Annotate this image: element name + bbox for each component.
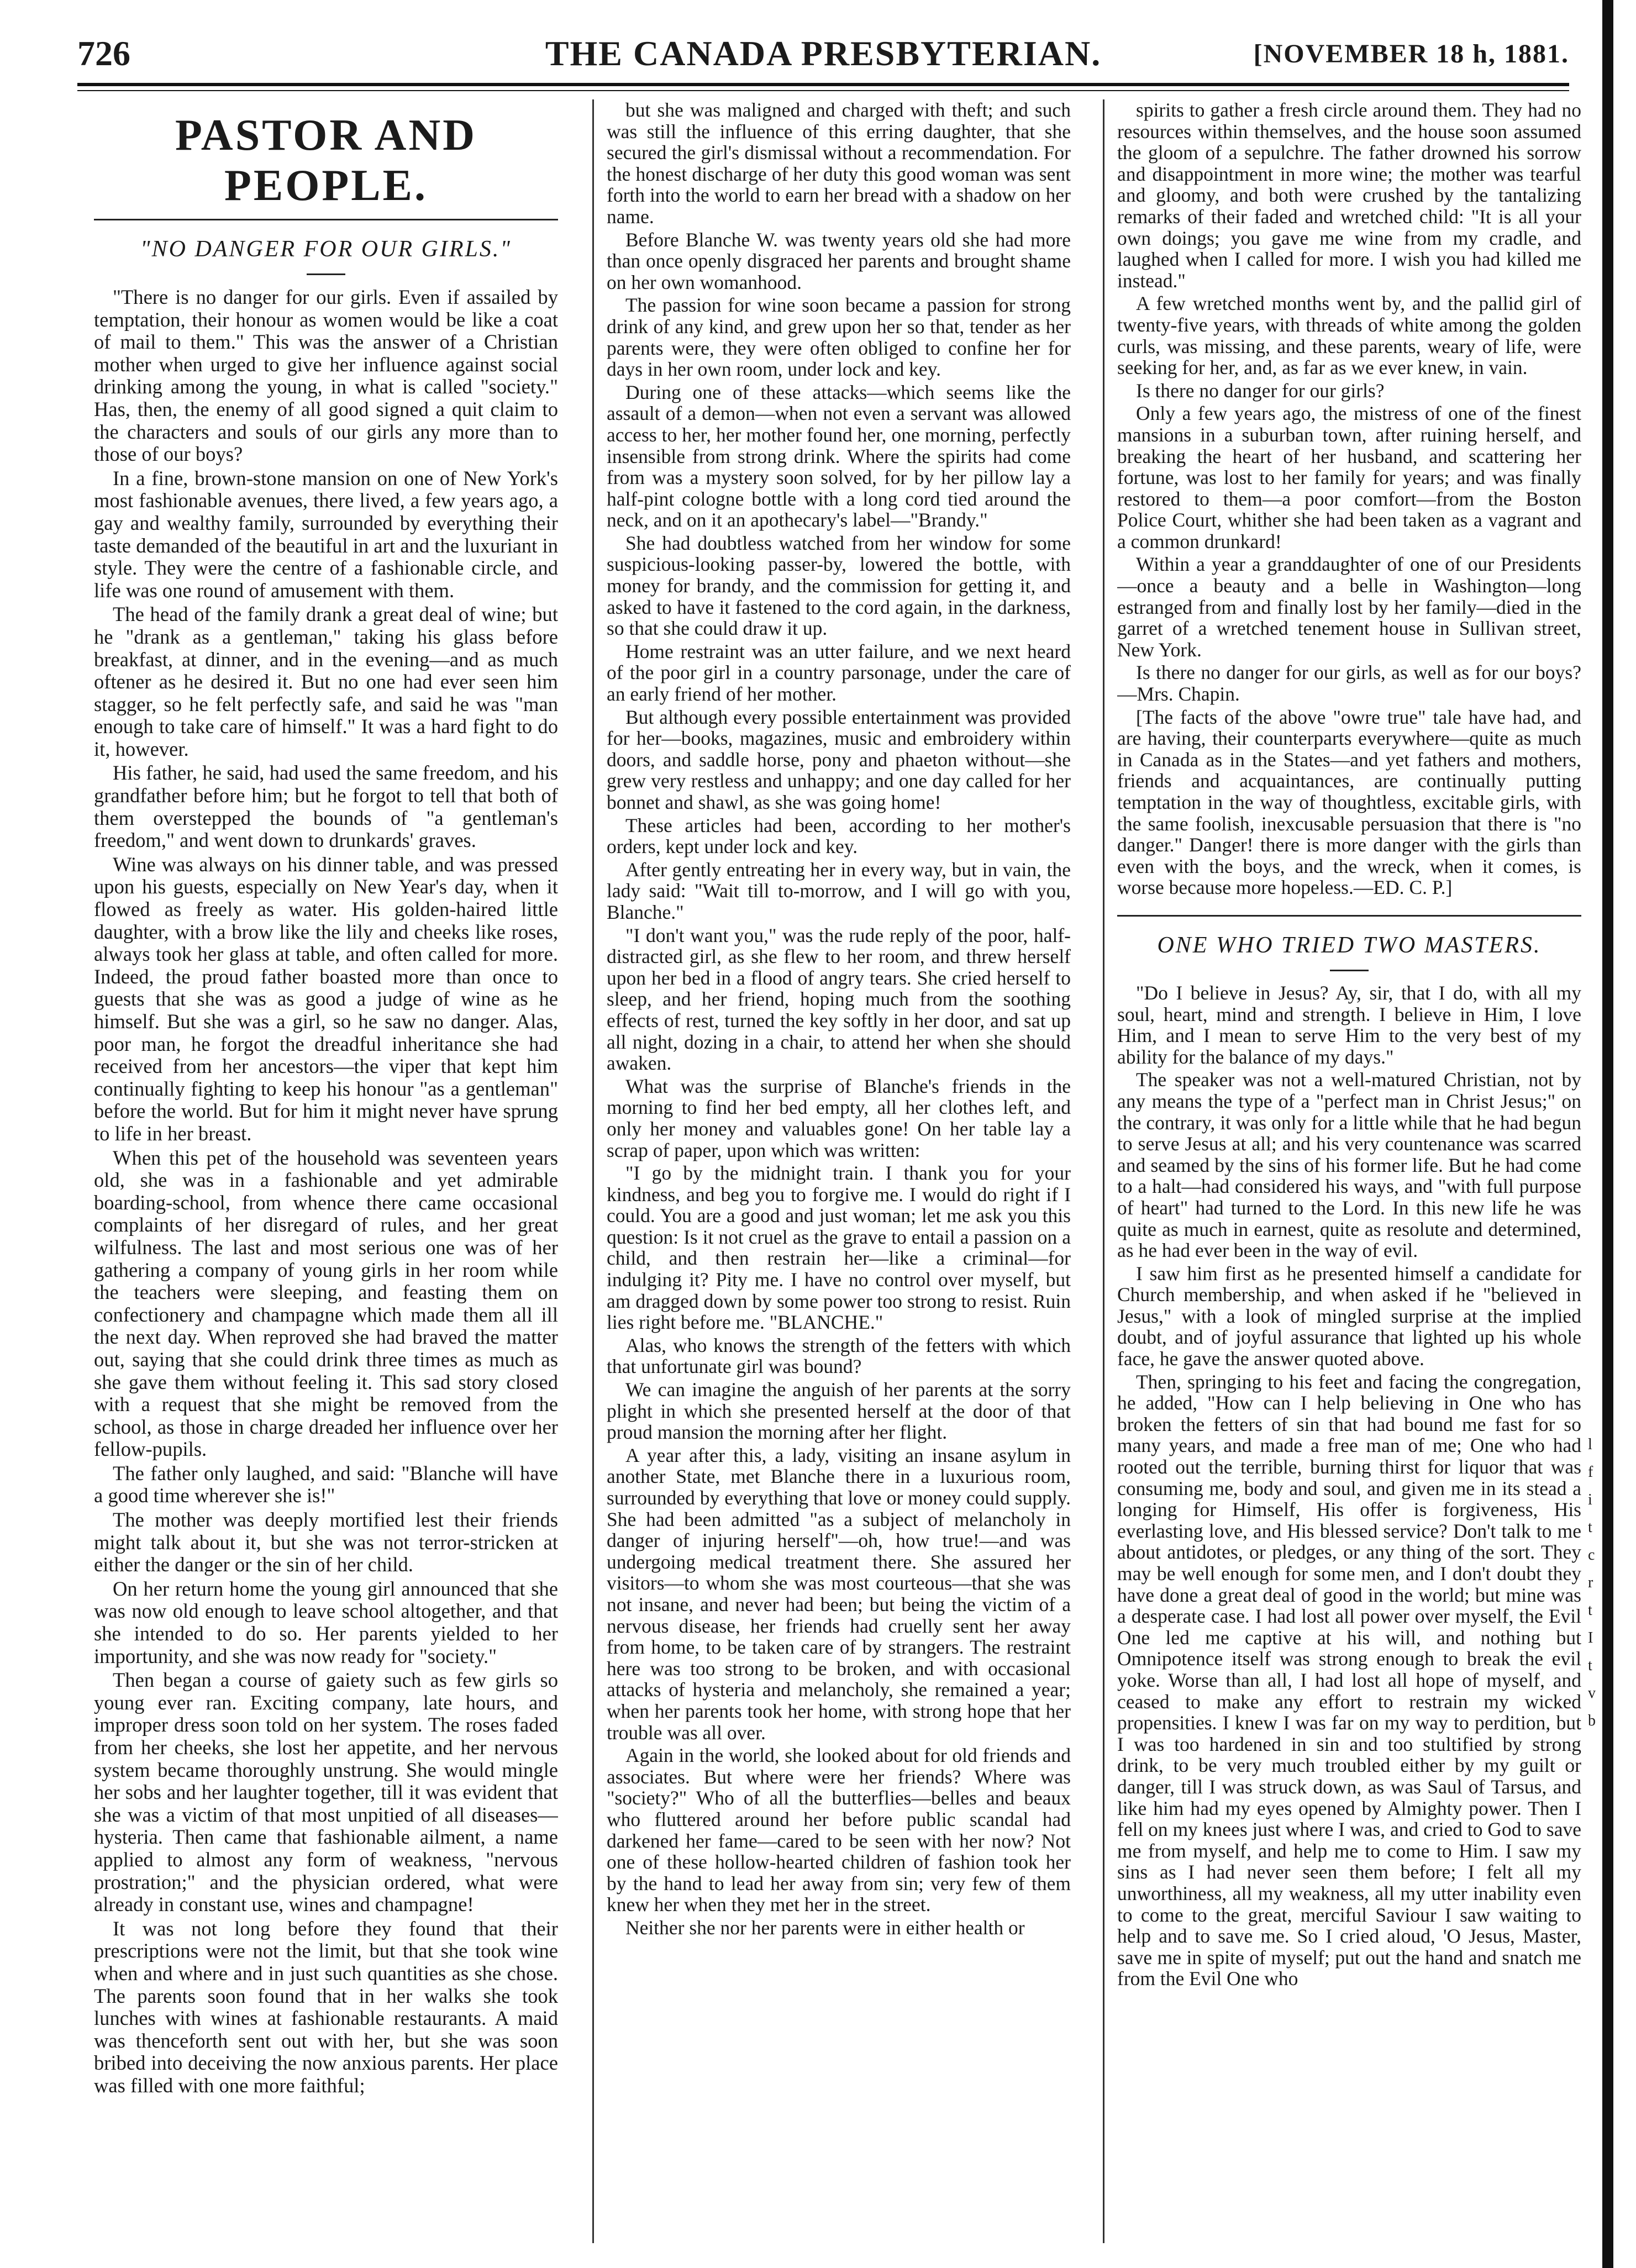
paragraph: Within a year a granddaughter of one of our Presidents—once a beauty and a belle in Washington—long estranged from and finally lost by her family—died in the garret of a wretched tenement house in Sullivan street, New York. [1117,553,1581,661]
paragraph: Before Blanche W. was twenty years old she had more than once openly disgraced her parents and brought shame on her own womanhood. [607,228,1071,293]
column-divider [592,99,594,2243]
article-title: "NO DANGER FOR OUR GIRLS." [140,236,512,262]
paragraph: But although every possible entertainment was provided for her—books, magazines, music and embroidery within doors, and saddle horse, pony and phaeton without—she grew very restless and unhappy; and one day called for her bonnet and shawl, as she was going home! [607,706,1071,813]
header-rule-thick [77,83,1569,86]
paragraph: spirits to gather a fresh circle around them. They had no resources within themselves, and the house soon assumed the gloom of a sepulchre. The father drowned his sorrow and disappointment in more wine; the mother was tearful and gloomy, and both were crushed by the tantalizing remarks of their faded and wretched child: "It is all your own doings; you gave me wine from my cradle, and laughed when I called for more. I wish you had killed me instead." [1117,99,1581,292]
paragraph: These articles had been, according to her mother's orders, kept under lock and key. [607,814,1071,858]
issue-date: [NOVEMBER 18 h, 1881. [1253,39,1569,69]
paragraph: Is there no danger for our girls? [1136,379,1385,402]
paragraph: Alas, who knows the strength of the fetters with which that unfortunate girl was bound? [607,1334,1071,1378]
paragraph: The mother was deeply mortified lest their friends might talk about it, but she was not terror-stricken at either the danger or the sin of her child. [94,1508,558,1576]
paragraph: I saw him first as he presented himself a candidate for Church membership, and when asked if he "believed in Jesus," with a look of mingled surprise at the implied doubt, and of joyful assurance that lighted up his whole face, he gave the answer quoted above. [1117,1262,1581,1370]
paragraph: The passion for wine soon became a passion for strong drink of any kind, and grew upon her so that, tender as her parents were, they were often obliged to confine her for days in her own room, under lock and key. [607,294,1071,381]
column-1 [94,99,558,2243]
paragraph: Then began a course of gaiety such as few girls so young ever ran. Exciting company, late hours, and improper dress soon told on her system. The roses faded from her cheeks, she lost her appetite, and her nervous system became thoroughly unstrung. She would mingle her sobs and her laughter together, till it was evident that she was a victim of that most unpitied of all diseases—hysteria. Then came that fashionable ailment, a name applied to almost any form of weakness, "nervous prostration;" and the physician ordered, what were already in constant use, wines and champagne! [94,1669,558,1916]
paragraph: During one of these attacks—which seems like the assault of a demon—when not even a servant was allowed access to her, her mother found her, one morning, perfectly insensible from strong drink. Where the spirits had come from was a mystery soon solved, for by her pillow lay a half-pint cologne bottle with a long cord tied around the neck, and on it an apothecary's label—"Brandy." [607,381,1071,532]
paragraph: Then, springing to his feet and facing the congregation, he added, "How can I help believing in One who has broken the fetters of sin that had bound me fast for so many years, and made a free man of me; One who had rooted out the terrible, burning thirst for liquor that was consuming me, body and soul, and given me in its stead a longing for Himself, His offer is forgiveness, His everlasting love, and His blessed service? Don't talk to me about antidotes, or pledges, or any thing of the sort. They may be well enough for some men, and I don't doubt they have done a great deal of good in the world; but mine was a desperate case. I had lost all power over myself, the Evil One led me captive at his will, and nothing but Omnipotence itself was strong enough to break the evil yoke. Worse than all, I had lost all hope of myself, and ceased to make any effort to restrain my wicked propensities. I knew I was far on my way to perdition, but I was too hardened in sin and too stultified by strong drink, to be very much troubled either by my guilt or danger, till I was struck down, as was Saul of Tarsus, and like him had my eyes opened by Almighty power. Then I fell on my knees just where I was, and cried to God to save me from myself, and help me to come to Him. I saw my sins as I had never seen them before; I felt all my unworthiness, all my weakness, all my utter inability even to come to the great, merciful Saviour I saw waiting to help and to save me. So I cried aloud, 'O Jesus, Master, save me in spite of myself; put out the hand and snatch me from the Evil One who [1117,1370,1581,1990]
page-edge-shadow [1602,0,1613,2268]
paragraph: A few wretched months went by, and the pallid girl of twenty-five years, with threads of white among the golden curls, was missing, and these parents, weary of life, were seeking for her, and, as far as we ever knew, in vain. [1117,292,1581,379]
column-3 [1117,99,1581,2243]
paragraph: A year after this, a lady, visiting an insane asylum in another State, met Blanche there in a luxurious room, surrounded by everything that love or money could supply. She had been admitted "as a subject of melancholy in danger of injuring herself"—oh, how true!—and was undergoing medical treatment there. She assured her visitors—to whom she was most courteous—that she was not insane, and never had been; but being the victim of a nervous disease, her friends had cruelly sent her away from home, to be taken care of by strangers. The restraint here was too strong to be broken, and with occasional attacks of hysteria and melancholy, she remained a year; when her parents took her home, with strong hope that her trouble was all over. [607,1444,1071,1744]
paragraph: She had doubtless watched from her window for some suspicious-looking passer-by, lowered the bottle, with money for brandy, and the commission for getting it, and asked to have it fastened to the cord again, in the darkness, so that she could draw it up. [607,532,1071,640]
paragraph: "I don't want you," was the rude reply of the poor, half-distracted girl, as she flew to her room, and threw herself upon her bed in a flood of angry tears. She cried herself to sleep, and her friend, hoping much from the soothing effects of rest, turned the key softly in her door, and sat up all night, dozing in a chair, to attend her when she should awaken. [607,924,1071,1075]
paragraph: What was the surprise of Blanche's friends in the morning to find her bed empty, all her clothes left, and only her money and valuables gone! On her table lay a scrap of paper, upon which was written: [607,1075,1071,1161]
letter-paragraph: "I go by the midnight train. I thank you for your kindness, and beg you to forgive me. I would do right if I could. You are a good and just woman; let me ask you this question: Is it not cruel as the grave to entail a passion on a child, and then restrain her—like a criminal—for indulging it? Pity me. I have no control over myself, but am dragged down by some power too strong to resist. Ruin lies right before me. "BLANCHE." [607,1162,1071,1334]
paragraph: but she was maligned and charged with theft; and such was still the influence of this erring daughter, that she secured the girl's dismissal without a recommendation. For the honest discharge of her duty this good woman was sent forth into the world to earn her bread with a shadow on her name. [607,99,1071,228]
paragraph: The speaker was not a well-matured Christian, not by any means the type of a "perfect man in Christ Jesus;" on the contrary, it was only for a little while that he had begun to serve Jesus at all; and his very countenance was scarred and seamed by the sins of his former life. But he had come to a halt—had considered his ways, and "with full purpose of heart" had turned to the Lord. In this new life he was quite as much in earnest, quite as resolute and determined, as he had ever been in the way of evil. [1117,1069,1581,1262]
column-divider [1103,99,1104,2243]
paragraph: On her return home the young girl announced that she was now old enough to leave school altogether, and that she intended to do so. Her parents yielded to her importunity, and she was now ready for "society." [94,1577,558,1667]
paragraph: His father, he said, had used the same freedom, and his grandfather before him; but he forgot to tell that both of them overstepped the bounds of "a gentleman's freedom," and went down to drunkards' graves. [94,761,558,852]
newspaper-title: THE CANADA PRESBYTERIAN. [545,34,1102,73]
paragraph: Is there no danger for our girls, as well as for our boys?—Mrs. Chapin. [1117,661,1581,706]
adjacent-page-fragment: l f i t c r t I t v b [1588,1436,1596,1729]
paragraph: Only a few years ago, the mistress of one of the finest mansions in a suburban town, after ruining herself, and breaking the heart of her husband, and scattering her fortune, was lost to her family for years; and was finally restored to them—a poor comfort—from the Boston Police Court, whither she had been taken as a vagrant and a common drunkard! [1117,402,1581,552]
paragraph: Wine was always on his dinner table, and was pressed upon his guests, especially on New Year's day, when it flowed as freely as water. His golden-haired little daughter, with a brow like the lily and cheeks like roses, always took her glass at table, and often called for more. Indeed, the proud father boasted more than once to guests that she was as good a judge of wine as he himself. But she was a girl, so he saw no danger. Alas, poor man, he forgot the dreadful inheritance she had received from her ancestors—the viper that kept him continually fighting to keep his honour "as a gentleman" before the world. But for him it might never have sprung to life in her breast. [94,853,558,1145]
title-dash [307,273,345,275]
paragraph: The father only laughed, and said: "Blanche will have a good time wherever she is!" [94,1461,558,1507]
paragraph: Neither she nor her parents were in either health or [625,1916,1025,1939]
article-separator-rule [1117,915,1581,917]
paragraph: The head of the family drank a great deal of wine; but he "drank as a gentleman," taking his glass before breakfast, at dinner, and in the evening—and as much oftener as he desired it. But no one had ever seen him stagger, so he felt perfectly safe, and said he was "man enough to take care of himself." It was a hard fight to do it, however. [94,603,558,760]
article-title: ONE WHO TRIED TWO MASTERS. [1157,932,1542,958]
paragraph: "Do I believe in Jesus? Ay, sir, that I do, with all my soul, heart, mind and strength. I believe in Him, I love Him, and I mean to serve Him to the very best of my ability for the balance of my days." [1117,981,1581,1068]
paragraph: We can imagine the anguish of her parents at the sorry plight in which she presented herself at the door of that proud mansion the morning after her flight. [607,1378,1071,1444]
paragraph: After gently entreating her in every way, but in vain, the lady said: "Wait till to-morrow, and I will go with you, Blanche." [607,858,1071,923]
paragraph: In a fine, brown-stone mansion on one of New York's most fashionable avenues, there lived, a few years ago, a gay and wealthy family, surrounded by everything their taste demanded of the beautiful in art and the luxuriant in style. They were the centre of a fashionable circle, and life was one round of amusement with them. [94,466,558,602]
paragraph: When this pet of the household was seventeen years old, she was in a fashionable and yet admirable boarding-school, from whence there came occasional complaints of her disregard of rules, and her great wilfulness. The last and most serious one was of her gathering a company of young girls in her room while the teachers were sleeping, and feasting them on confectionery and champagne which made them all ill the next day. When reproved she had braved the matter out, saying that she could drink three times as much as she gave them without feeling it. This sad story closed with a request that she might be removed from the school, as those in charge dreaded her influence over her fellow-pupils. [94,1146,558,1461]
column-2 [607,99,1071,2243]
paragraph: "There is no danger for our girls. Even if assailed by temptation, their honour as women would be like a coat of mail to them." This was the answer of a Christian mother when urged to give her influence against social drinking among the young, in what is called "society." Has, then, the enemy of all good signed a quit claim to the characters and souls of our girls any more than to those of our boys? [94,286,558,466]
paragraph: Home restraint was an utter failure, and we next heard of the poor girl in a country parsonage, under the care of an early friend of her mother. [607,640,1071,706]
section-title: PASTOR AND PEOPLE. [175,111,477,210]
editor-note: [The facts of the above "owre true" tale have had, and are having, their counterparts everywhere—quite as much in Canada as in the States—and yet fathers and mothers, friends and acquaintances, are continually putting temptation in the way of thoughtless, excitable girls, with the same foolish, inexcusable persuasion that there is "no danger." Danger! there is more danger with the girls than even with the boys, and the wreck, when it comes, is worse because more hopeless.—ED. C. P.] [1117,706,1581,899]
page-number: 726 [77,34,130,73]
section-rule [94,219,558,220]
header-rule-thin [77,90,1569,91]
paragraph: Again in the world, she looked about for old friends and associates. But where were her friends? Where was "society?" Who of all the butterflies—belles and beaux who fluttered around her before public scandal had darkened her fame—cared to be seen with her now? Not one of these hollow-hearted children of fashion took her by the hand to lead her away from sin; very few of them knew her when they met her in the street. [607,1744,1071,1916]
title-dash [1330,970,1369,971]
paragraph: It was not long before they found that their prescriptions were not the limit, but that she took wine when and where and in just such quantities as she chose. The parents soon found that in her walks she took lunches with wines at fashionable restaurants. A maid was thenceforth sent out with her, but she was soon bribed into deceiving the now anxious parents. Her place was filled with one more faithful; [94,1917,558,2097]
